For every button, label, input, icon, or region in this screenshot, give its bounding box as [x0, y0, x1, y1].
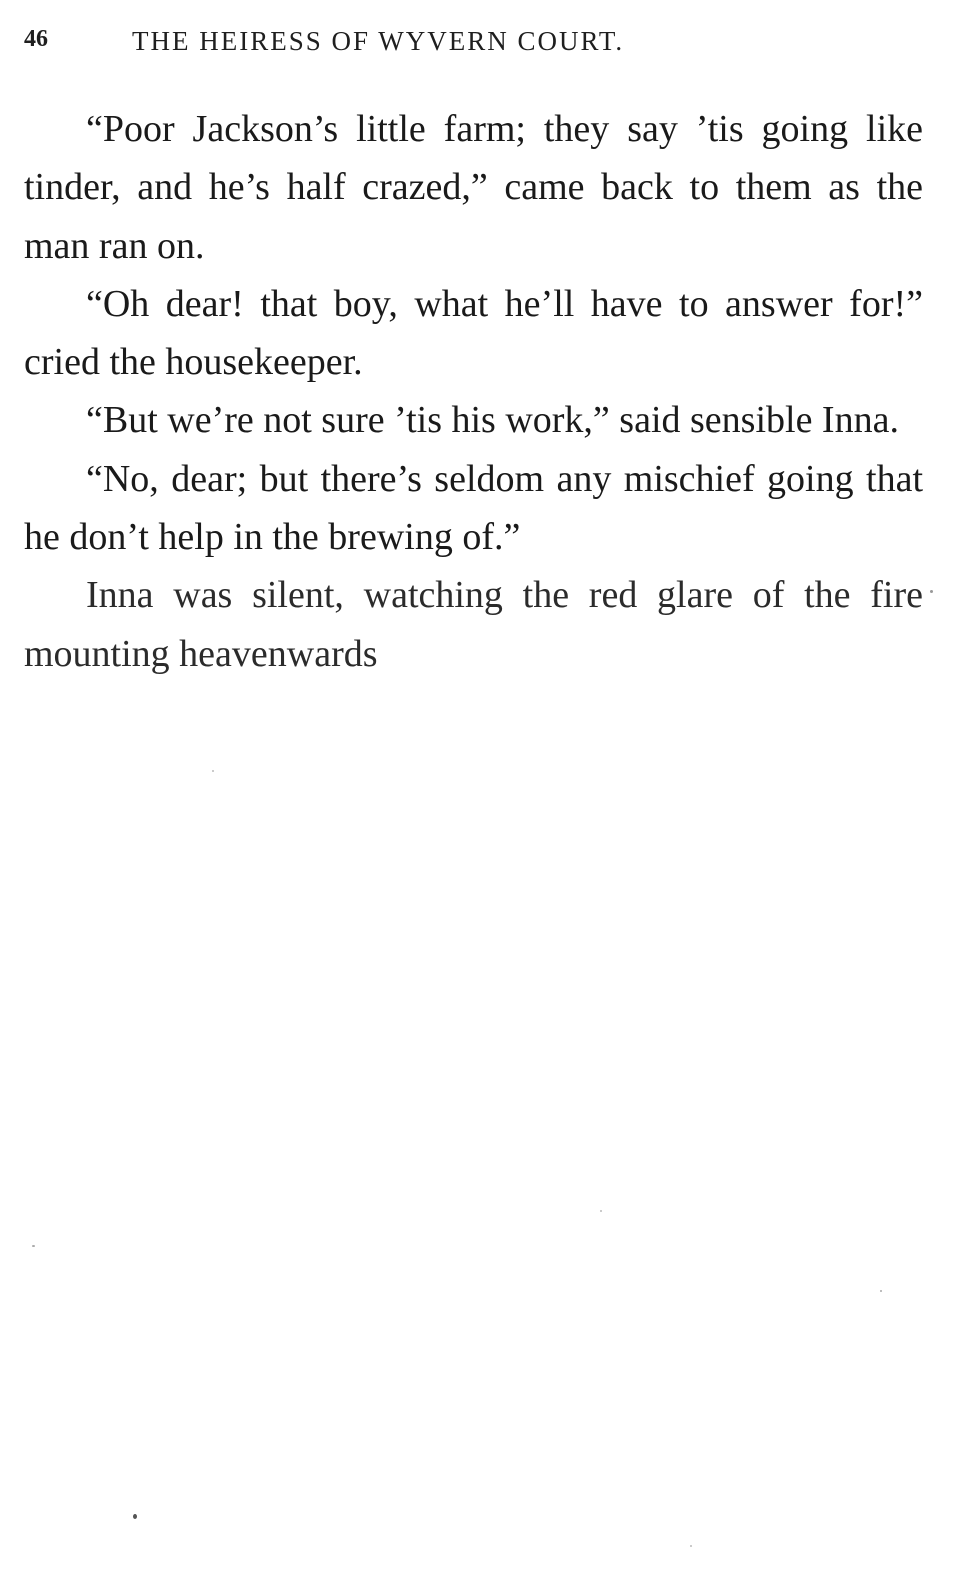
paragraph: “No, dear; but there’s seldom any mischief going that he don’t help in the brewing of.”: [24, 457, 923, 559]
scan-speck: [32, 1245, 35, 1247]
paragraph: “But we’re not sure ’tis his work,” said sensible Inna.: [86, 399, 899, 442]
scan-speck: [600, 1210, 602, 1212]
scan-speck: [930, 590, 933, 593]
paragraph: Inna was silent, watching the red glare of the fire mounting heavenwards: [24, 574, 923, 675]
scan-speck: [690, 1545, 692, 1547]
paragraph: “Poor Jackson’s little farm; they say ’tis going like tinder, and he’s half crazed,” came back to them as the man ran on.: [24, 108, 923, 267]
scan-speck: [133, 1514, 137, 1519]
scan-speck: [212, 770, 214, 772]
running-title: THE HEIRESS OF WYVERN COURT.: [132, 26, 625, 56]
body-text: [24, 100, 923, 683]
running-head: [24, 26, 924, 66]
page-number: 46: [24, 26, 48, 52]
scan-speck: [880, 1290, 882, 1292]
paragraph: “Oh dear! that boy, what he’ll have to answer for!” cried the housekeeper.: [24, 282, 923, 384]
